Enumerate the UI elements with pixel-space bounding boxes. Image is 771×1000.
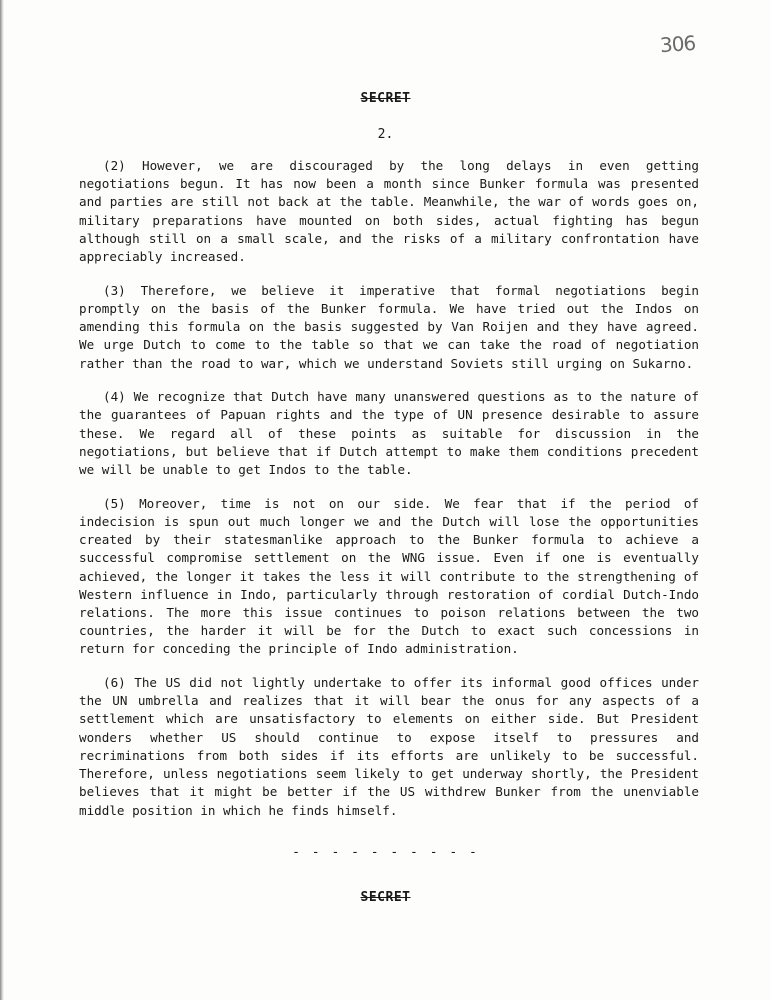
- paragraph-5: (5) Moreover, time is not on our side. We fear that if the period of indecision is spun out much longer we and the Dutch will lose the opportunities created by their statesmanlike approach to the Bunker formula to achieve a successful compromise settlement on the WNG issue. Even if one is eventually achieved, the longer it takes the less it will contribute to the strengthening of Western influence in Indo, particularly through restoration of cordial Dutch-Indo relations. The more this issue continues to poison relations between the two countries, the harder it will be for the Dutch to exact such concessions in return for conceding the principle of Indo administration.: [79, 495, 699, 657]
- document-body: [79, 157, 699, 835]
- handwritten-page-note: 306: [659, 30, 696, 58]
- paragraph-4: (4) We recognize that Dutch have many unanswered questions as to the nature of the guarantees of Papuan rights and the type of UN presence desirable to assure these. We regard all of these points as suitable for discussion in the negotiations, but believe that if Dutch attempt to make them conditions precedent we will be unable to get Indos to the table.: [79, 389, 699, 478]
- classification-footer: SECRET: [360, 890, 411, 905]
- page-number: 2.: [377, 127, 394, 142]
- paragraph-3: (3) Therefore, we believe it imperative that formal negotiations begin promptly on the basis of the Bunker formula. We have tried out the Indos on amending this formula on the basis suggested by Van Roijen and they have agreed. We urge Dutch to come to the table so that we can take the road of negotiation rather than the road to war, which we understand Soviets still urging on Sukarno.: [79, 282, 699, 371]
- paragraph-6: (6) The US did not lightly undertake to offer its informal good offices under the UN umbrella and realizes that it will bear the onus for any aspects of a settlement which are unsatisfactory to elements on either side. But President wonders whether US should continue to expose itself to pressures and recriminations from both sides if its efforts are unlikely to be successful. Therefore, unless negotiations seem likely to get underway shortly, the President believes that it might be better if the US withdrew Bunker from the unenviable middle position in which he finds himself.: [79, 675, 699, 818]
- section-separator: - - - - - - - - - -: [292, 845, 479, 860]
- paragraph-2: (2) However, we are discouraged by the long delays in even getting negotiations begun. It has now been a month since Bunker formula was presented and parties are still not back at the table. Meanwhile, the war of words goes on, military preparations have mounted on both sides, actual fighting has begun although still on a small scale, and the risks of a military confrontation have appreciably increased.: [79, 158, 699, 265]
- classification-header: SECRET: [360, 91, 411, 106]
